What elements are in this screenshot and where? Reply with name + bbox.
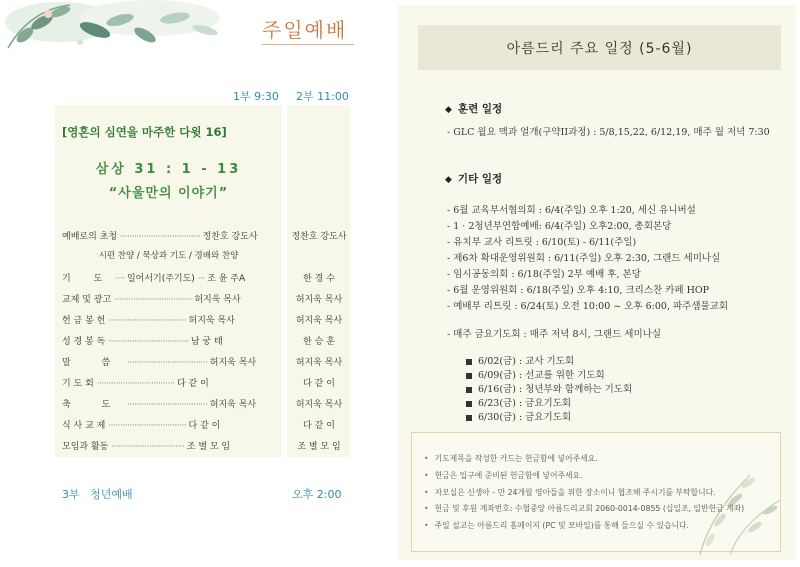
sermon-series: [영혼의 심연을 마주한 다윗 16] [62,125,227,139]
friday-item: 6/23(금) : 금요기도회 [466,395,571,409]
order-row: 성 경 봉 독 ·································· 남 궁 태 [62,337,223,347]
order-leader: 다 같 이 [176,379,209,389]
service2-leader: 다 같 이 [303,379,335,389]
schedule-item: - 임시공동의회 : 6/18(주일) 2부 예배 후, 본당 [447,269,641,280]
service2-leader: 허지욱 목사 [295,400,343,410]
diamond-icon: ◆ [445,175,452,185]
order-leader: 남 궁 태 [190,337,223,347]
service2-leader: 허지욱 목사 [295,316,343,326]
order-label: 교제 및 광고 [62,295,112,305]
friday-item: 6/02(금) : 교사 기도회 [466,353,574,367]
order-leader: 조 별 모 임 [186,442,231,452]
order-leader: 허지욱 목사 [194,295,241,305]
schedule-item: - 6월 운영위원회 : 6/18(주일) 오후 4:10, 크리스찬 카페 HOP [447,285,710,296]
section-heading: ◆ 훈련 일정 [445,103,503,115]
order-label: 기 도 회 [62,379,94,389]
order-row: 기 도 ···· 일어서기(주기도) ··· 조 윤 주A [62,274,246,284]
service2-leader: 한 경 수 [303,274,335,284]
scripture-reference: 삼상 31 : 1 - 13 [95,162,242,177]
service3-label: 3부 청년예배 [62,488,133,501]
order-label: 기 도 [62,274,113,284]
service2-leader: 한 승 훈 [303,337,335,347]
friday-item: 6/09(금) : 선교를 위한 기도회 [466,367,605,381]
schedule-item: - 매주 금요기도회 : 매주 저녁 8시, 그랜드 세미나실 [447,329,662,340]
schedule-item: - 제6차 확대운영위원회 : 6/11(주일) 오후 2:30, 그랜드 세미나실 [447,253,721,264]
service2-leader: 다 같 이 [303,421,335,431]
order-label: 축 도 [62,400,125,410]
friday-item: 6/30(금) : 금요기도회 [466,409,571,423]
order-leader: 정찬호 강도사 [202,232,258,242]
order-label: 헌 금 봉 헌 [62,316,106,326]
left-page [0,0,392,567]
order-row: 교제 및 광고 ································· 허지욱 목사 [62,295,241,305]
section-heading: ◆ 기타 일정 [445,173,503,185]
order-label: 모임과 활동 [62,442,109,452]
order-row: 식 사 교 제 ································· 다 같 이 [62,421,221,431]
order-leader: 허지욱 목사 [209,400,257,410]
service2-leader: 정찬호 강도사 [291,232,347,242]
order-leader: 허지욱 목사 [209,358,257,368]
order-row: 예배로의 초청 ·································· 정찬호 강도사 [62,232,258,242]
notice-item: • 자모실은 신생아 - 만 24개월 영아들을 위한 장소이니 협조해 주시기를 부탁합니다. [424,487,716,498]
service3-time: 오후 2:00 [292,488,342,501]
order-label: 예배로의 초청 [62,232,118,242]
order-label: 말 씀 [62,358,125,368]
service1-time: 1부 9:30 [233,90,279,103]
order-leader: 다 같 이 [188,421,221,431]
service2-leader: 허지욱 목사 [295,295,343,305]
order-leader: 조 윤 주A [207,274,246,284]
service2-leader: 허지욱 목사 [295,358,343,368]
order-row: 기 도 회 ································· 다 같 이 [62,379,209,389]
title-divider [262,44,354,45]
friday-item: 6/16(금) : 청년부와 함께하는 기도회 [466,381,632,395]
order-leader: 허지욱 목사 [188,316,235,326]
notice-item: • 헌금은 입구에 준비된 헌금함에 넣어주세요. [424,470,583,481]
service2-leader: 조 별 모 임 [297,442,341,452]
service2-time: 2부 11:00 [296,90,349,103]
schedule-title: 아름드리 주요 일정 (5-6월) [506,41,693,57]
order-row: 헌 금 봉 헌 ································· 허지욱 목사 [62,316,235,326]
order-label: 성 경 봉 독 [62,337,106,347]
notice-item: • 주일 설교는 아름드리 홈페이지 (PC 및 모바일)를 통해 들으실 수 있습니다. [424,520,689,531]
diamond-icon: ◆ [445,105,452,115]
notice-item: • 헌금 및 후원 계좌번호: 수협중앙 아름드리교회 2060-0014-0855 (십일조, 일반헌금 계좌) [424,503,744,514]
schedule-item: - 예배부 리트릿 : 6/24(토) 오전 10:00 ~ 오후 6:00, 파주샘물교회 [447,301,729,312]
schedule-item: - 6월 교육부서협의회 : 6/4(주일) 오후 1:20, 세신 유니버설 [447,205,696,216]
order-note: 일어서기(주기도) [126,274,195,284]
leaf-decoration-icon [0,0,260,55]
schedule-item: - 1 · 2청년부연합예배: 6/4(주일) 오후2:00, 총회본당 [447,221,672,232]
notice-item: • 기도제목을 작성한 카드는 헌금함에 넣어주세요. [424,453,598,464]
schedule-item: - 유치부 교사 리트릿 : 6/10(토) - 6/11(주일) [447,237,637,248]
order-label: 식 사 교 제 [62,421,106,431]
order-row: 말 씀 ·································· 허지욱 목사 [62,358,257,368]
order-row: 모임과 활동 ······························· 조 별 모 임 [62,442,231,452]
page-title: 주일예배 [262,18,348,42]
sermon-title: “사울만의 이야기” [108,186,229,201]
schedule-item: - GLC 월요 맥과 얼개(구약II과정) : 5/8,15,22, 6/12,19, 매주 월 저녁 7:30 [447,127,770,138]
worship-flow: 시편 찬양 / 묵상과 기도 / 경배와 찬양 [98,251,239,261]
order-row: 축 도 ·································· 허지욱 목사 [62,400,257,410]
